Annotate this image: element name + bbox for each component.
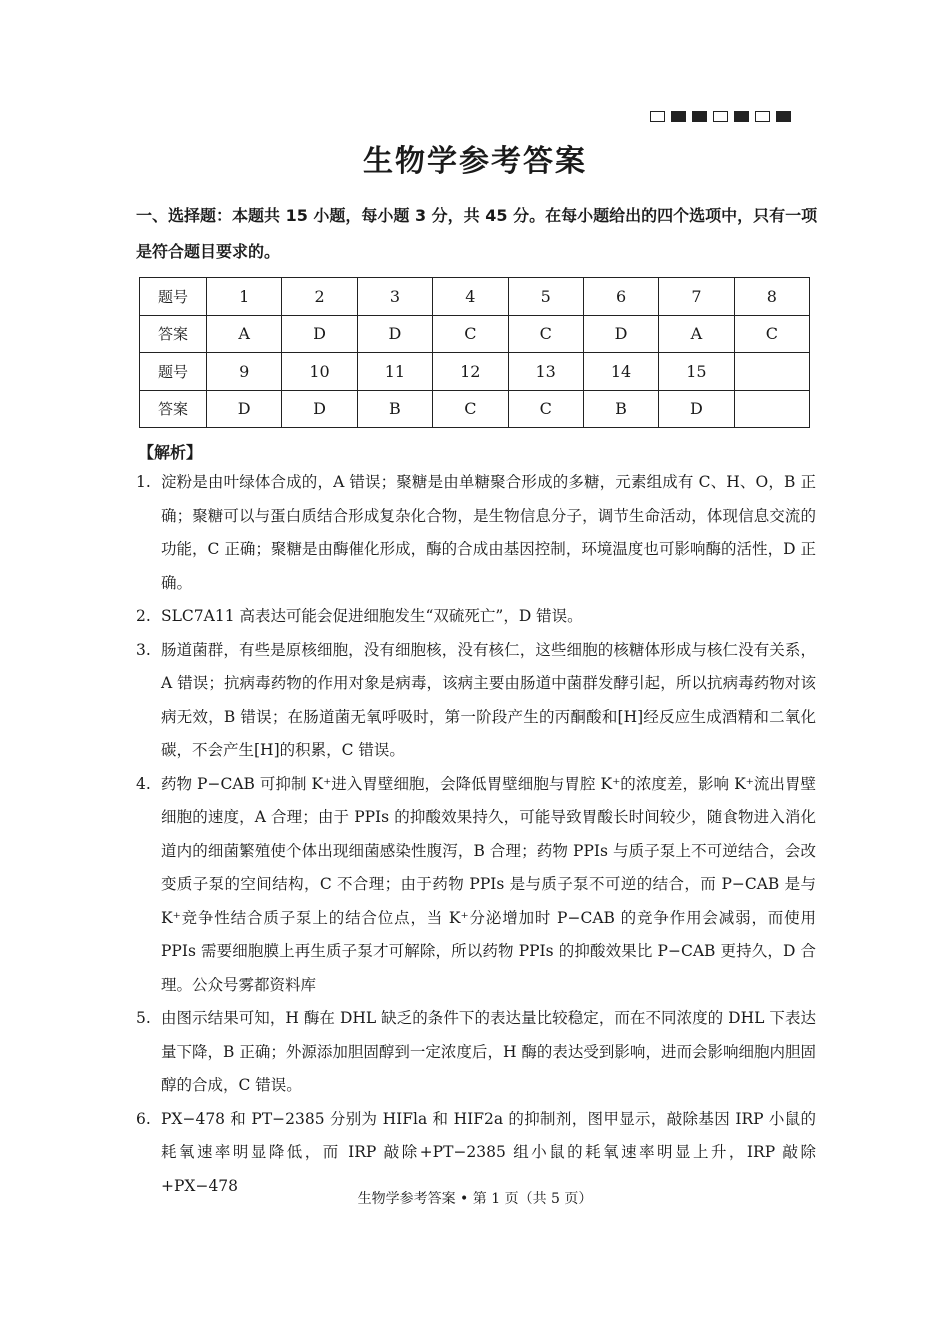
item-text: 肠道菌群，有些是原核细胞，没有细胞核，没有核仁，这些细胞的核糖体形成与核仁没有关系，A 错误；抗病毒药物的作用对象是病毒，该病主要由肠道中菌群发酵引起，所以抗病毒药物对该病无效，B 错误；在肠道菌无氧呼吸时，第一阶段产生的丙酮酸和[H]经反应生成酒精和二氧化碳，不会产生[H]的积累，C 错误。 (161, 640, 816, 759)
question-number (734, 353, 809, 391)
list-item (136, 1002, 816, 1103)
list-item (136, 768, 816, 1003)
answer-cell: D (357, 315, 432, 353)
item-text: PX−478 和 PT−2385 分别为 HIFla 和 HIF2a 的抑制剂，图甲显示，敲除基因 IRP 小鼠的耗氧速率明显降低，而 IRP 敲除+PT−2385 组小鼠的耗氧速率明显上升，IRP 敲除+PX−478 (161, 1109, 816, 1195)
question-number: 6 (583, 278, 658, 316)
table-row (140, 390, 810, 428)
answer-cell: C (433, 315, 508, 353)
answer-cell: A (207, 315, 282, 353)
table-row (140, 315, 810, 353)
answer-cell: D (207, 390, 282, 428)
answer-cell (734, 390, 809, 428)
analysis-label: 【解析】 (138, 443, 203, 462)
question-number: 13 (508, 353, 583, 391)
question-number: 11 (357, 353, 432, 391)
item-number: 6. (136, 1109, 151, 1128)
question-number: 4 (433, 278, 508, 316)
answer-cell: C (734, 315, 809, 353)
row-label: 题号 (140, 353, 207, 391)
item-text: 药物 P−CAB 可抑制 K⁺进入胃壁细胞，会降低胃壁细胞与胃腔 K⁺的浓度差，影响 K⁺流出胃壁细胞的速度，A 合理；由于 PPIs 的抑酸效果持久，可能导致胃酸长时间较少，随食物进入消化道内的细菌繁殖使个体出现细菌感染性腹泻，B 合理；药物 PPIs 与质子泵上不可逆结合，会改变质子泵的空间结构，C 不合理；由于药物 PPIs 是与质子泵不可逆的结合，而 P−CAB 是与 K⁺竞争性结合质子泵上的结合位点，当 K⁺分泌增加时 P−CAB 的竞争作用会减弱，而使用 PPIs 需要细胞膜上再生质子泵才可解除，所以药物 PPIs 的抑酸效果比 P−CAB 更持久，D 合理。公众号雾都资料库 (161, 774, 816, 994)
question-number: 2 (282, 278, 357, 316)
item-text: 由图示结果可知，H 酶在 DHL 缺乏的条件下的表达量比较稳定，而在不同浓度的 DHL 下表达量下降，B 正确；外源添加胆固醇到一定浓度后，H 酶的表达受到影响，进而会影响细胞内胆固醇的合成，C 错误。 (161, 1009, 816, 1094)
answer-cell: D (282, 315, 357, 353)
item-number: 4. (136, 774, 151, 793)
question-number: 10 (282, 353, 357, 391)
answer-cell: A (659, 315, 734, 353)
row-label: 题号 (140, 278, 207, 316)
question-number: 8 (734, 278, 809, 316)
answer-cell: C (508, 390, 583, 428)
item-number: 1. (136, 473, 151, 491)
answer-cell: B (583, 390, 658, 428)
question-number: 15 (659, 353, 734, 391)
item-text: SLC7A11 高表达可能会促进细胞发生“双硫死亡”，D 错误。 (161, 607, 583, 625)
item-number: 3. (136, 640, 151, 659)
answer-cell: D (659, 390, 734, 428)
question-number: 12 (433, 353, 508, 391)
analysis-list (136, 466, 816, 1203)
answer-cell: C (433, 390, 508, 428)
question-number: 1 (207, 278, 282, 316)
section-heading: 一、选择题：本题共 15 小题，每小题 3 分，共 45 分。在每小题给出的四个选项中，只有一项是符合题目要求的。 (136, 206, 818, 261)
question-number: 14 (583, 353, 658, 391)
list-item (136, 600, 816, 634)
item-text: 淀粉是由叶绿体合成的，A 错误；聚糖是由单糖聚合形成的多糖，元素组成有 C、H、O，B 正确；聚糖可以与蛋白质结合形成复杂化合物，是生物信息分子，调节生命活动，体现信息交流的功能，C 正确；聚糖是由酶催化形成，酶的合成由基因控制，环境温度也可影响酶的活性，D 正确。 (161, 473, 816, 592)
list-item (136, 634, 816, 768)
item-number: 2. (136, 607, 151, 625)
table-row (140, 278, 810, 316)
row-label: 答案 (140, 390, 207, 428)
answer-cell: D (583, 315, 658, 353)
answer-cell: C (508, 315, 583, 353)
question-number: 7 (659, 278, 734, 316)
exam-code-boxes (650, 111, 791, 122)
table-row (140, 353, 810, 391)
page-title: 生物学参考答案 (363, 144, 587, 179)
question-number: 5 (508, 278, 583, 316)
answer-table (139, 277, 810, 428)
question-number: 9 (207, 353, 282, 391)
question-number: 3 (357, 278, 432, 316)
answer-cell: B (357, 390, 432, 428)
answer-cell: D (282, 390, 357, 428)
list-item (136, 466, 816, 600)
row-label: 答案 (140, 315, 207, 353)
page-footer: 生物学参考答案 • 第 1 页（共 5 页） (357, 1191, 593, 1207)
item-number: 5. (136, 1009, 151, 1027)
